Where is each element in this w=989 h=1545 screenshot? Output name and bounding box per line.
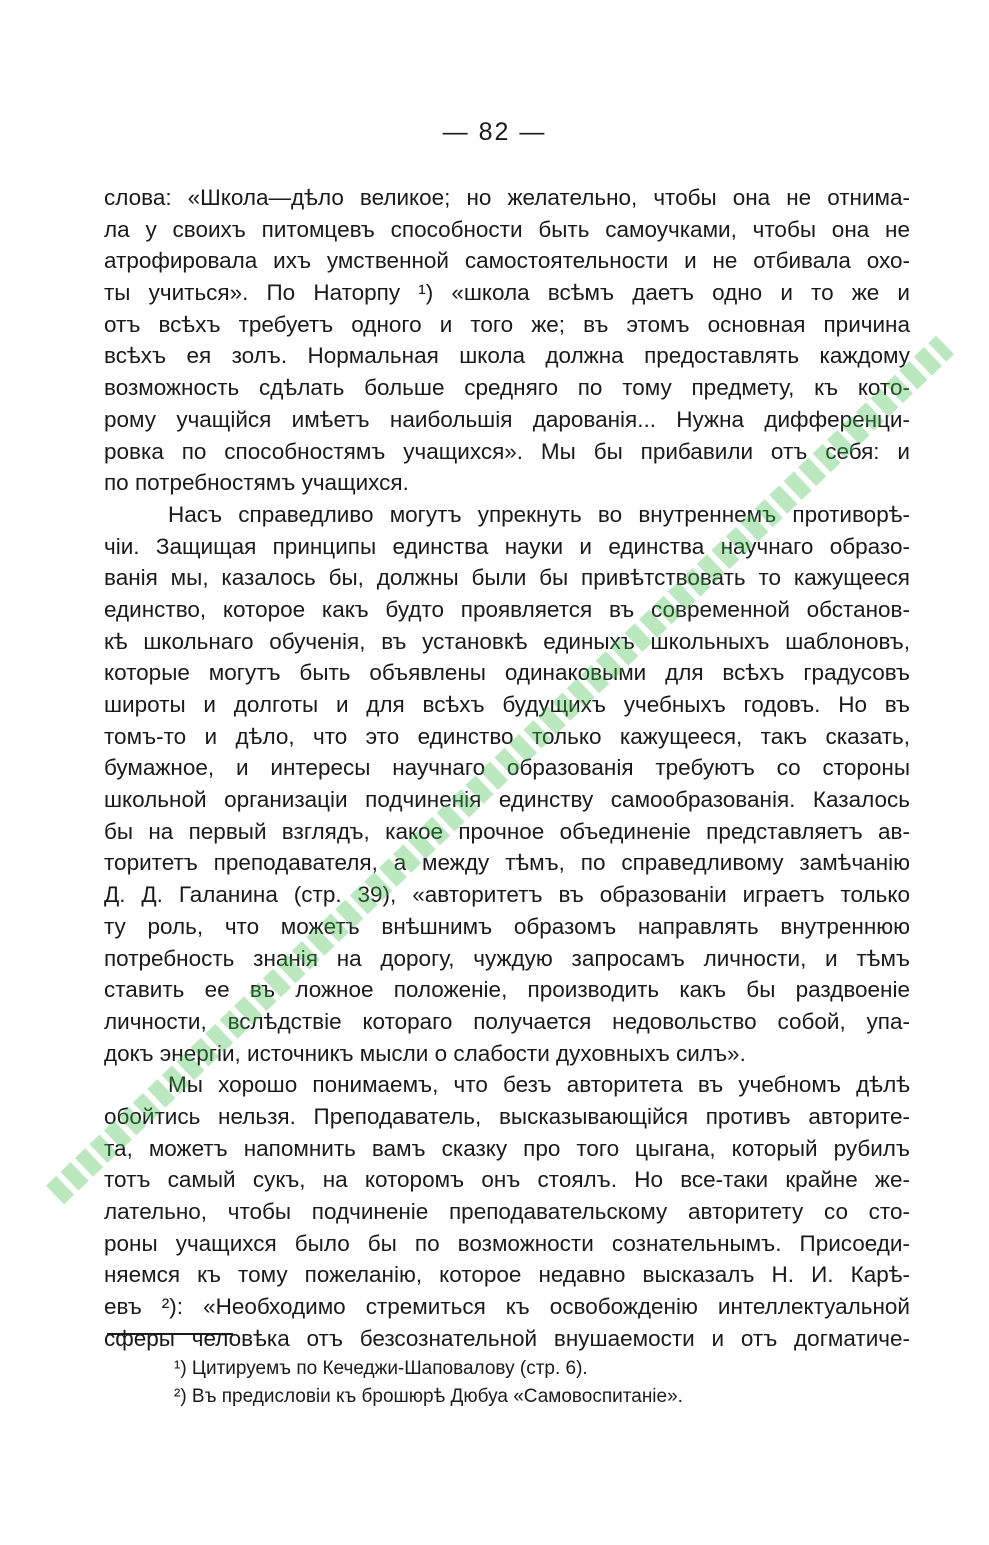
footnote-rule [107,1333,233,1335]
text-line: обойтись нельзя. Преподаватель, высказывающійся противъ авторите- [104,1103,910,1129]
text-line: отъ всѣхъ требуетъ одного и того же; въ этомъ основная причина [104,311,910,337]
text-line: сферы человѣка отъ безсознательной внушаемости и отъ догматиче- [104,1325,910,1351]
text-line: возможность сдѣлать больше средняго по тому предмету, къ кото- [104,375,910,401]
text-line: ла у своихъ питомцевъ способности быть самоучками, чтобы она не [104,216,910,242]
text-line: ванія мы, казалось бы, должны были бы привѣтствовать то кажущееся [104,565,910,591]
text-line: личности, вслѣдствіе котораго получается недовольство собой, упа- [104,1008,910,1034]
text-line: ту роль, что можетъ внѣшнимъ образомъ направлять внутреннюю [104,913,910,939]
text-line: ровка по способностямъ учащихся». Мы бы прибавили отъ себя: и [104,438,910,464]
text-line: Д. Д. Галанина (стр. 39), «авторитетъ въ образованіи играетъ только [104,882,910,908]
text-line: ты учиться». По Наторпу ¹) «школа всѣмъ даетъ одно и то же и [104,280,910,306]
text-line: лательно, чтобы подчиненіе преподавательскому авторитету со сто- [104,1199,910,1224]
text-line: школьной организаціи подчиненія единству самообразованія. Казалось [104,787,910,813]
footnote: ¹) Цитируемъ по Кечеджи-Шаповалову (стр. 6). [174,1358,588,1379]
text-line: та, можетъ напомнить вамъ сказку про того цыгана, который рубилъ [104,1135,910,1161]
text-line: ставить ее въ ложное положеніе, производить какъ бы раздвоеніе [104,977,910,1003]
text-line: Насъ справедливо могутъ упрекнуть во внутреннемъ противорѣ- [168,501,910,527]
text-line: которые могутъ быть объявлены одинаковыми для всѣхъ градусовъ [104,660,910,686]
text-line: широты и долготы и для всѣхъ будущихъ учебныхъ годовъ. Но въ [104,692,910,717]
text-line: потребность знанія на дорогу, чуждую запросамъ личности, и тѣмъ [104,945,910,971]
text-line: рому учащійся имѣетъ наибольшія дарованія... Нужна дифференци- [104,406,910,432]
text-line: Мы хорошо понимаемъ, что безъ авторитета въ учебномъ дѣлѣ [168,1072,910,1098]
text-line: роны учащихся было бы по возможности сознательнымъ. Присоеди- [104,1230,910,1256]
text-line: бы на первый взглядъ, какое прочное объединеніе представляетъ ав- [104,818,910,844]
text-line: торитетъ преподавателя, а между тѣмъ, по справедливому замѣчанію [104,850,910,876]
text-line: докъ энергіи, источникъ мысли о слабости духовныхъ силъ». [104,1040,746,1066]
footnotes [174,1355,874,1411]
text-line: няемся къ тому пожеланію, которое недавно высказалъ Н. И. Карѣ- [104,1262,910,1288]
page-number: — 82 — [442,118,547,146]
text-line: бумажное, и интересы научнаго образованія требуютъ со стороны [104,755,910,781]
text-line: чіи. Защищая принципы единства науки и единства научнаго образо- [104,533,910,559]
text-line: томъ-то и дѣло, что это единство только кажущееся, такъ сказать, [104,723,910,749]
text-line: атрофировала ихъ умственной самостоятельности и не отбивала охо- [104,248,910,274]
footnote: ²) Въ предисловіи къ брошюрѣ Дюбуа «Самовоспитаніе». [174,1386,683,1407]
body-text [104,182,910,1354]
text-line: евъ ²): «Необходимо стремиться къ освобожденію интеллектуальной [104,1294,910,1320]
text-line: всѣхъ ея золъ. Нормальная школа должна предоставлять каждому [104,343,910,369]
text-line: единство, которое какъ будто проявляется въ современной обстанов- [104,596,910,622]
text-line: кѣ школьнаго обученія, въ установкѣ единыхъ школьныхъ шаблоновъ, [104,628,910,654]
text-line: по потребностямъ учащихся. [104,470,409,496]
text-line: слова: «Школа—дѣло великое; но желательно, чтобы она не отнима- [104,185,910,210]
text-line: тотъ самый сукъ, на которомъ онъ стоялъ. Но все-таки крайне же- [104,1167,910,1193]
